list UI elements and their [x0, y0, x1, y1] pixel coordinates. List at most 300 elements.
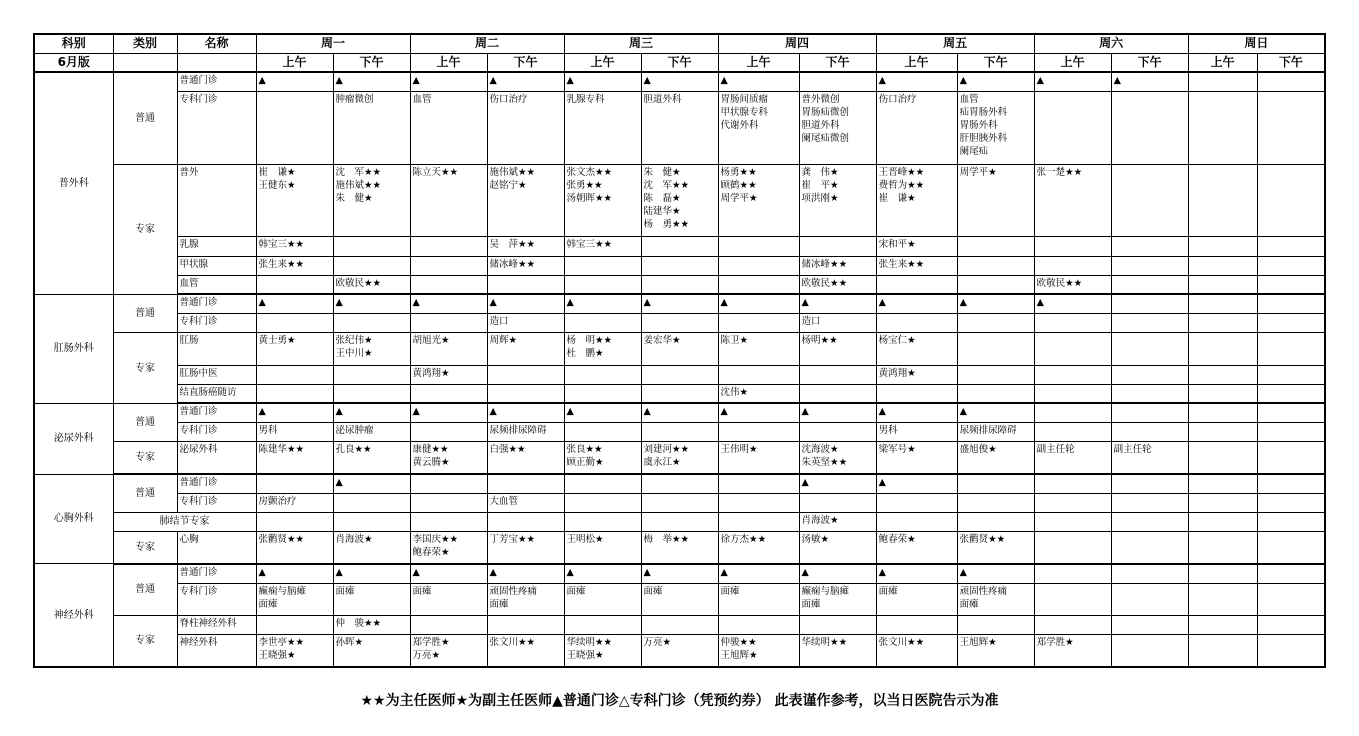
schedule-cell: 房颤治疗 [256, 493, 333, 512]
schedule-cell [333, 384, 410, 403]
schedule-cell: 泌尿肿瘤 [333, 423, 410, 442]
schedule-cell [799, 72, 876, 91]
schedule-cell: 张文川★★ [487, 634, 564, 667]
schedule-cell [1188, 384, 1257, 403]
schedule-cell [1111, 512, 1188, 531]
schedule-cell: ▲ [799, 564, 876, 583]
clinic-name-cell: 专科门诊 [177, 583, 256, 615]
clinic-name-cell: 神经外科 [177, 634, 256, 667]
schedule-cell: 王旭辉★ [957, 634, 1034, 667]
schedule-cell: 韩宝三★★ [256, 237, 333, 256]
schedule-cell: 韩宝三★★ [564, 237, 641, 256]
schedule-row [34, 442, 1325, 474]
schedule-cell [1034, 237, 1111, 256]
schedule-cell [1257, 442, 1325, 474]
schedule-cell: 欧敬民★★ [333, 275, 410, 294]
schedule-cell [1188, 275, 1257, 294]
schedule-cell: ▲ [876, 294, 957, 313]
schedule-cell: 丁芳宝★★ [487, 532, 564, 564]
schedule-cell [957, 237, 1034, 256]
am-header: 上午 [1034, 53, 1111, 72]
schedule-cell [487, 384, 564, 403]
schedule-cell: 男科 [256, 423, 333, 442]
schedule-cell: ▲ [256, 403, 333, 422]
schedule-cell [256, 384, 333, 403]
schedule-cell [876, 512, 957, 531]
schedule-cell: 储冰峰★★ [799, 256, 876, 275]
schedule-cell: 胆道外科 [641, 92, 718, 165]
schedule-row [34, 423, 1325, 442]
schedule-cell [1111, 275, 1188, 294]
schedule-cell: ▲ [799, 403, 876, 422]
schedule-cell [256, 275, 333, 294]
day-header-fri: 周五 [876, 34, 1034, 53]
schedule-cell [641, 493, 718, 512]
schedule-cell: ▲ [957, 72, 1034, 91]
category-cell: 专家 [113, 333, 177, 404]
schedule-cell [1188, 493, 1257, 512]
schedule-cell [1188, 564, 1257, 583]
schedule-cell: ▲ [333, 294, 410, 313]
schedule-cell [1034, 314, 1111, 333]
schedule-cell: 鲍春荣★ [876, 532, 957, 564]
schedule-cell [1257, 164, 1325, 237]
schedule-cell [1188, 164, 1257, 237]
schedule-cell [256, 615, 333, 634]
day-header-sat: 周六 [1034, 34, 1188, 53]
schedule-cell: 汤敏★ [799, 532, 876, 564]
am-header: 上午 [256, 53, 333, 72]
schedule-cell [1188, 474, 1257, 493]
schedule-cell [1111, 384, 1188, 403]
legend-footer: ★★为主任医师★为副主任医师▲普通门诊△专科门诊（凭预约券） 此表谨作参考，以当日医院告示为准 [360, 693, 999, 709]
schedule-cell: ▲ [957, 403, 1034, 422]
schedule-cell [1188, 634, 1257, 667]
am-header: 上午 [564, 53, 641, 72]
schedule-cell [256, 474, 333, 493]
schedule-cell [333, 512, 410, 531]
schedule-cell: ▲ [641, 294, 718, 313]
schedule-cell [1257, 275, 1325, 294]
schedule-cell [487, 615, 564, 634]
schedule-cell: ▲ [718, 564, 799, 583]
schedule-cell: 张生来★★ [256, 256, 333, 275]
schedule-cell: ▲ [256, 564, 333, 583]
schedule-cell: ▲ [957, 564, 1034, 583]
schedule-cell [1188, 423, 1257, 442]
schedule-cell [957, 365, 1034, 384]
schedule-cell [718, 275, 799, 294]
day-header-tue: 周二 [410, 34, 564, 53]
category-cell: 专家 [113, 532, 177, 564]
schedule-cell: 乳腺专科 [564, 92, 641, 165]
clinic-name-cell: 肛肠 [177, 333, 256, 365]
schedule-cell: 万亮★ [641, 634, 718, 667]
schedule-cell: 肿瘤微创 [333, 92, 410, 165]
schedule-row [34, 92, 1325, 165]
schedule-cell [1257, 92, 1325, 165]
schedule-cell [1034, 256, 1111, 275]
schedule-cell: ▲ [641, 564, 718, 583]
schedule-cell: 郑学胜★ 万亮★ [410, 634, 487, 667]
schedule-cell [1188, 237, 1257, 256]
pm-header: 下午 [641, 53, 718, 72]
schedule-cell: ▲ [333, 564, 410, 583]
schedule-cell: ▲ [487, 72, 564, 91]
schedule-cell [1034, 333, 1111, 365]
clinic-name-cell: 脊柱神经外科 [177, 615, 256, 634]
schedule-cell: 欧敬民★★ [799, 275, 876, 294]
clinic-name-cell: 专科门诊 [177, 92, 256, 165]
schedule-cell [1034, 365, 1111, 384]
schedule-cell [1111, 333, 1188, 365]
clinic-name-cell: 乳腺 [177, 237, 256, 256]
schedule-cell: 普外微创 胃肠疝微创 胆道外科 阑尾疝微创 [799, 92, 876, 165]
schedule-cell [1188, 92, 1257, 165]
schedule-row [34, 365, 1325, 384]
schedule-cell: 杨 明★★ 杜 鹏★ [564, 333, 641, 365]
schedule-cell: 仲骏★★ 王旭辉★ [718, 634, 799, 667]
schedule-row [34, 275, 1325, 294]
schedule-cell [564, 314, 641, 333]
schedule-cell: ▲ [718, 72, 799, 91]
schedule-cell [410, 512, 487, 531]
schedule-cell [641, 365, 718, 384]
schedule-cell: 造口 [799, 314, 876, 333]
schedule-cell [256, 512, 333, 531]
schedule-cell: 肖海波★ [333, 532, 410, 564]
schedule-cell: 华续明★★ [799, 634, 876, 667]
schedule-cell [1111, 164, 1188, 237]
schedule-cell: 黄鸿翔★ [410, 365, 487, 384]
schedule-cell: 杨明★★ [799, 333, 876, 365]
schedule-cell: 李国庆★★ 鲍春荣★ [410, 532, 487, 564]
schedule-cell [487, 512, 564, 531]
header-row-halfday [34, 53, 1325, 72]
schedule-cell [957, 256, 1034, 275]
schedule-cell: ▲ [799, 474, 876, 493]
schedule-cell: 李世亭★★ 王晓强★ [256, 634, 333, 667]
schedule-cell [718, 256, 799, 275]
schedule-cell [1111, 423, 1188, 442]
schedule-cell [957, 474, 1034, 493]
schedule-cell [1111, 92, 1188, 165]
schedule-cell [1188, 294, 1257, 313]
schedule-row [34, 634, 1325, 667]
schedule-row [34, 384, 1325, 403]
schedule-row [34, 615, 1325, 634]
dept-header: 科别 [34, 34, 113, 53]
schedule-cell [1257, 532, 1325, 564]
schedule-cell: 胡旭光★ [410, 333, 487, 365]
schedule-cell [1188, 615, 1257, 634]
schedule-cell: 大血管 [487, 493, 564, 512]
schedule-row [34, 532, 1325, 564]
schedule-cell [1034, 615, 1111, 634]
schedule-cell: 血管 疝胃肠外科 胃肠外科 肝胆胰外科 阑尾疝 [957, 92, 1034, 165]
am-header: 上午 [1188, 53, 1257, 72]
schedule-cell: 吴 萍★★ [487, 237, 564, 256]
clinic-name-cell: 普通门诊 [177, 474, 256, 493]
clinic-name-cell: 专科门诊 [177, 493, 256, 512]
schedule-cell [1257, 384, 1325, 403]
clinic-name-cell: 普通门诊 [177, 403, 256, 422]
schedule-cell [1034, 564, 1111, 583]
schedule-cell: 华续明★★ 王晓强★ [564, 634, 641, 667]
schedule-cell [876, 493, 957, 512]
schedule-cell: ▲ [641, 72, 718, 91]
schedule-cell [1111, 564, 1188, 583]
schedule-cell: 梅 举★★ [641, 532, 718, 564]
schedule-cell [799, 365, 876, 384]
schedule-cell [641, 615, 718, 634]
clinic-name-cell: 普通门诊 [177, 72, 256, 91]
schedule-cell [1257, 615, 1325, 634]
schedule-cell: 陈卫★ [718, 333, 799, 365]
day-header-mon: 周一 [256, 34, 410, 53]
schedule-cell [718, 237, 799, 256]
schedule-cell [641, 474, 718, 493]
schedule-cell: 张鹳贤★★ [957, 532, 1034, 564]
department-cell: 心胸外科 [34, 474, 113, 564]
clinic-name-cell: 普通门诊 [177, 294, 256, 313]
schedule-cell: ▲ [487, 403, 564, 422]
schedule-cell [1257, 72, 1325, 91]
schedule-cell: 面瘫 [410, 583, 487, 615]
category-cell: 普通 [113, 564, 177, 615]
schedule-row [34, 164, 1325, 237]
schedule-cell [410, 493, 487, 512]
schedule-table [33, 33, 1326, 668]
schedule-cell [1111, 237, 1188, 256]
schedule-row [34, 314, 1325, 333]
schedule-cell: 张鹳贤★★ [256, 532, 333, 564]
schedule-cell: 张一楚★★ [1034, 164, 1111, 237]
schedule-cell: ▲ [333, 72, 410, 91]
schedule-cell: 陈建华★★ [256, 442, 333, 474]
schedule-cell [641, 512, 718, 531]
schedule-cell: ▲ [876, 403, 957, 422]
schedule-cell: ▲ [410, 403, 487, 422]
schedule-cell [410, 615, 487, 634]
schedule-cell [641, 314, 718, 333]
schedule-cell [641, 237, 718, 256]
schedule-cell: 尿频排尿障碍 [487, 423, 564, 442]
clinic-name-cell: 肛肠中医 [177, 365, 256, 384]
schedule-cell [1188, 72, 1257, 91]
schedule-cell [1188, 512, 1257, 531]
schedule-cell [1034, 493, 1111, 512]
schedule-cell [876, 275, 957, 294]
schedule-cell: 孙晖★ [333, 634, 410, 667]
schedule-cell [1257, 365, 1325, 384]
schedule-cell [564, 256, 641, 275]
schedule-cell [1257, 423, 1325, 442]
schedule-cell [1188, 532, 1257, 564]
schedule-cell: ▲ [1111, 72, 1188, 91]
clinic-name-cell: 普通门诊 [177, 564, 256, 583]
schedule-cell: 宋和平★ [876, 237, 957, 256]
schedule-cell [718, 474, 799, 493]
schedule-cell: ▲ [957, 294, 1034, 313]
schedule-cell: 盛旭俊★ [957, 442, 1034, 474]
schedule-cell: 沈伟★ [718, 384, 799, 403]
schedule-row [34, 403, 1325, 422]
schedule-cell: 杨宝仁★ [876, 333, 957, 365]
schedule-cell: ▲ [333, 474, 410, 493]
schedule-cell: 沈 军★★ 施伟斌★★ 朱 健★ [333, 164, 410, 237]
schedule-cell [1034, 384, 1111, 403]
schedule-cell: ▲ [564, 564, 641, 583]
schedule-cell [1111, 634, 1188, 667]
category-cell: 专家 [113, 615, 177, 667]
schedule-cell: 龚 伟★ 崔 平★ 项洪刚★ [799, 164, 876, 237]
schedule-cell [1257, 634, 1325, 667]
schedule-cell [1257, 474, 1325, 493]
schedule-cell [1257, 294, 1325, 313]
schedule-cell [256, 92, 333, 165]
schedule-cell: 崔 谦★ 王健东★ [256, 164, 333, 237]
schedule-cell [410, 256, 487, 275]
schedule-cell [1111, 532, 1188, 564]
schedule-cell: ▲ [641, 403, 718, 422]
schedule-cell [564, 474, 641, 493]
schedule-cell: 仲 骏★★ [333, 615, 410, 634]
schedule-cell: ▲ [564, 294, 641, 313]
clinic-name-cell: 结直肠癌随访 [177, 384, 256, 403]
schedule-cell [1111, 365, 1188, 384]
pm-header: 下午 [487, 53, 564, 72]
schedule-cell: ▲ [718, 403, 799, 422]
schedule-cell: 沈海波★ 朱英坚★★ [799, 442, 876, 474]
schedule-cell: 面瘫 [564, 583, 641, 615]
schedule-cell [718, 365, 799, 384]
schedule-cell: 伤口治疗 [487, 92, 564, 165]
schedule-cell [718, 615, 799, 634]
schedule-cell [641, 256, 718, 275]
clinic-name-cell: 专科门诊 [177, 423, 256, 442]
day-header-thu: 周四 [718, 34, 876, 53]
name-header: 名称 [177, 34, 256, 53]
schedule-cell [333, 365, 410, 384]
schedule-cell: 面瘫 [333, 583, 410, 615]
schedule-cell: 欧敬民★★ [1034, 275, 1111, 294]
am-header: 上午 [718, 53, 799, 72]
schedule-cell [718, 512, 799, 531]
schedule-cell: 面瘫 [641, 583, 718, 615]
clinic-name-cell: 甲状腺 [177, 256, 256, 275]
schedule-cell: ▲ [410, 72, 487, 91]
schedule-cell [1257, 512, 1325, 531]
schedule-cell [1257, 314, 1325, 333]
schedule-cell: 康健★★ 黄云腾★ [410, 442, 487, 474]
schedule-cell [957, 615, 1034, 634]
schedule-cell: ▲ [564, 72, 641, 91]
schedule-cell: 朱 健★ 沈 军★★ 陈 磊★ 陆建华★ 杨 勇★★ [641, 164, 718, 237]
schedule-cell: 姜宏华★ [641, 333, 718, 365]
schedule-cell [1111, 493, 1188, 512]
schedule-cell [564, 512, 641, 531]
schedule-cell [957, 275, 1034, 294]
schedule-cell [957, 512, 1034, 531]
schedule-cell [410, 237, 487, 256]
schedule-cell [410, 474, 487, 493]
schedule-cell: 癫痫与脑瘫 面瘫 [799, 583, 876, 615]
schedule-cell: 张文川★★ [876, 634, 957, 667]
schedule-cell: ▲ [487, 564, 564, 583]
pm-header: 下午 [333, 53, 410, 72]
schedule-cell: 造口 [487, 314, 564, 333]
schedule-cell [410, 384, 487, 403]
category-cell: 普通 [113, 474, 177, 512]
schedule-cell [799, 384, 876, 403]
schedule-row [34, 237, 1325, 256]
schedule-cell: 黄士勇★ [256, 333, 333, 365]
clinic-name-cell: 专科门诊 [177, 314, 256, 333]
schedule-cell [1111, 294, 1188, 313]
day-header-sun: 周日 [1188, 34, 1325, 53]
schedule-cell [1034, 532, 1111, 564]
schedule-row [34, 333, 1325, 365]
schedule-cell: ▲ [256, 72, 333, 91]
schedule-cell: ▲ [876, 72, 957, 91]
department-cell: 普外科 [34, 72, 113, 294]
schedule-cell [564, 423, 641, 442]
schedule-cell [799, 423, 876, 442]
schedule-cell [1111, 314, 1188, 333]
schedule-cell: 血管 [410, 92, 487, 165]
category-cell: 专家 [113, 164, 177, 294]
schedule-cell [641, 384, 718, 403]
schedule-cell: ▲ [564, 403, 641, 422]
schedule-row [34, 256, 1325, 275]
schedule-cell: 储冰峰★★ [487, 256, 564, 275]
schedule-cell: ▲ [410, 294, 487, 313]
schedule-cell [718, 493, 799, 512]
schedule-cell: ▲ [799, 294, 876, 313]
schedule-cell [1034, 92, 1111, 165]
schedule-cell: 顽固性疼痛 面瘫 [487, 583, 564, 615]
schedule-cell [1034, 512, 1111, 531]
schedule-cell [799, 493, 876, 512]
schedule-cell: 胃肠间质瘤 甲状腺专科 代谢外科 [718, 92, 799, 165]
schedule-cell: ▲ [333, 403, 410, 422]
schedule-cell [876, 384, 957, 403]
schedule-cell: 杨勇★★ 顾鹤★★ 周学平★ [718, 164, 799, 237]
schedule-cell [1111, 615, 1188, 634]
schedule-cell [1034, 403, 1111, 422]
schedule-cell [487, 275, 564, 294]
schedule-cell [410, 314, 487, 333]
schedule-cell [564, 365, 641, 384]
schedule-cell: 王晋峰★★ 费哲为★★ 崔 谦★ [876, 164, 957, 237]
schedule-cell: ▲ [1034, 72, 1111, 91]
schedule-cell: 王伟明★ [718, 442, 799, 474]
schedule-cell: 梁军号★ [876, 442, 957, 474]
schedule-cell [1188, 403, 1257, 422]
schedule-cell: 刘建河★★ 虞永江★ [641, 442, 718, 474]
schedule-cell [1257, 403, 1325, 422]
schedule-cell [564, 384, 641, 403]
schedule-cell [641, 423, 718, 442]
schedule-cell: ▲ [487, 294, 564, 313]
schedule-cell: ▲ [256, 294, 333, 313]
schedule-cell [799, 615, 876, 634]
schedule-cell: 癫痫与脑瘫 面瘫 [256, 583, 333, 615]
schedule-cell: 伤口治疗 [876, 92, 957, 165]
department-cell: 神经外科 [34, 564, 113, 667]
schedule-cell [957, 384, 1034, 403]
